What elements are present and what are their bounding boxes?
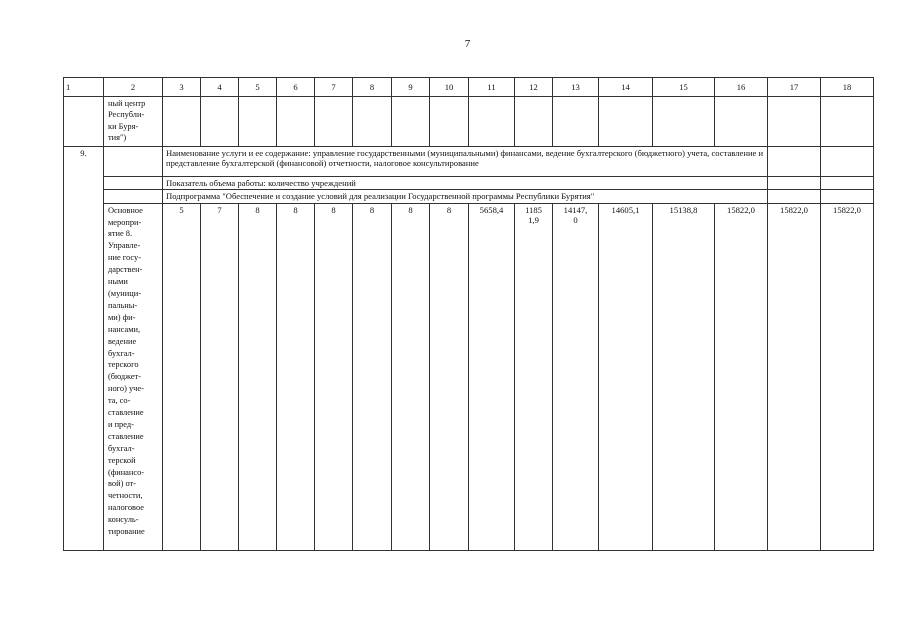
table-cell bbox=[104, 177, 163, 190]
table-cell bbox=[104, 190, 163, 203]
text-line: бухгал- bbox=[108, 443, 135, 453]
text-line: меропри- bbox=[108, 217, 142, 227]
indicator-table bbox=[63, 77, 874, 551]
header-cell: 3 bbox=[163, 78, 201, 97]
text-line: четности, bbox=[108, 491, 143, 501]
table-cell bbox=[430, 97, 469, 147]
table-cell bbox=[392, 97, 430, 147]
value-cell: 14147, 0 bbox=[553, 203, 599, 550]
continuation-row bbox=[64, 97, 874, 147]
value-cell: 8 bbox=[392, 203, 430, 550]
table-cell bbox=[768, 147, 821, 177]
value-cell: 8 bbox=[315, 203, 353, 550]
header-cell: 9 bbox=[392, 78, 430, 97]
table-cell bbox=[653, 97, 715, 147]
value-cell: 8 bbox=[277, 203, 315, 550]
text-line: ставление bbox=[108, 431, 144, 441]
value-cell: 8 bbox=[430, 203, 469, 550]
row-number: 9. bbox=[64, 147, 104, 551]
table-cell bbox=[553, 97, 599, 147]
text-line: (муници- bbox=[108, 288, 141, 298]
text-line: (финансо- bbox=[108, 467, 145, 477]
header-cell: 14 bbox=[599, 78, 653, 97]
text-line: вой) от- bbox=[108, 479, 136, 489]
header-cell: 2 bbox=[104, 78, 163, 97]
value-cell: 15138,8 bbox=[653, 203, 715, 550]
text-line: (бюджет- bbox=[108, 372, 141, 382]
header-cell: 8 bbox=[353, 78, 392, 97]
table-cell bbox=[768, 97, 821, 147]
text-line: ставление bbox=[108, 408, 144, 418]
text-line: дарствен- bbox=[108, 265, 143, 275]
service-name-cell: Наименование услуги и ее содержание: управление государственными (муниципальными) финансами, ведение бухгалтерского (бюджетного) учета, составление и представление бухгалтерской (финансовой) отчетности, налоговое консультирование bbox=[163, 147, 768, 177]
text-line: Основное bbox=[108, 205, 143, 215]
table-cell bbox=[821, 190, 874, 203]
text-line: ный центр bbox=[108, 99, 146, 108]
table-cell bbox=[104, 147, 163, 177]
header-cell: 10 bbox=[430, 78, 469, 97]
table-cell bbox=[277, 97, 315, 147]
table-cell bbox=[353, 97, 392, 147]
text-line: пальны- bbox=[108, 300, 138, 310]
text-line: тирование bbox=[108, 527, 145, 537]
text-line: ки Буря- bbox=[108, 121, 139, 131]
table-cell bbox=[469, 97, 515, 147]
text-line: терской bbox=[108, 455, 136, 465]
header-cell: 6 bbox=[277, 78, 315, 97]
volume-indicator-cell: Показатель объема работы: количество учреждений bbox=[163, 177, 768, 190]
text-line: ного) уче- bbox=[108, 384, 144, 394]
table-cell bbox=[715, 97, 768, 147]
table-cell bbox=[821, 97, 874, 147]
page-number: 7 bbox=[464, 38, 471, 50]
header-cell: 15 bbox=[653, 78, 715, 97]
service-row bbox=[64, 147, 874, 177]
text-line: ятие 8. bbox=[108, 229, 133, 239]
volume-row bbox=[64, 177, 874, 190]
table-cell bbox=[315, 97, 353, 147]
header-cell: 4 bbox=[201, 78, 239, 97]
header-row bbox=[64, 78, 874, 97]
table-cell bbox=[201, 97, 239, 147]
value-cell: 8 bbox=[239, 203, 277, 550]
text-line: ведение bbox=[108, 336, 137, 346]
header-cell: 16 bbox=[715, 78, 768, 97]
table-cell bbox=[599, 97, 653, 147]
value-cell: 15822,0 bbox=[821, 203, 874, 550]
table-cell bbox=[821, 177, 874, 190]
table-cell bbox=[821, 147, 874, 177]
text-line: и пред- bbox=[108, 419, 134, 429]
table-cell bbox=[768, 177, 821, 190]
text-line: консуль- bbox=[108, 515, 139, 525]
continuation-cell bbox=[104, 97, 163, 147]
activity-description-cell bbox=[104, 203, 163, 550]
text-line: ми) фи- bbox=[108, 312, 136, 322]
text-line: тия") bbox=[108, 132, 127, 142]
header-cell: 5 bbox=[239, 78, 277, 97]
value-cell: 1185 1,9 bbox=[515, 203, 553, 550]
text-line: Управле- bbox=[108, 241, 141, 251]
subprogram-cell: Подпрограмма "Обеспечение и создание условий для реализации Государственной программы Республики Бурятия" bbox=[163, 190, 768, 203]
value-cell: 15822,0 bbox=[768, 203, 821, 550]
header-cell: 18 bbox=[821, 78, 874, 97]
text-line: терского bbox=[108, 360, 139, 370]
table-cell bbox=[239, 97, 277, 147]
text-line: Республи- bbox=[108, 110, 145, 120]
text-line: бухгал- bbox=[108, 348, 135, 358]
text-line: та, со- bbox=[108, 396, 131, 406]
header-cell: 13 bbox=[553, 78, 599, 97]
table-cell bbox=[768, 190, 821, 203]
text-line: налоговое bbox=[108, 503, 144, 513]
header-cell: 1 bbox=[64, 78, 104, 97]
header-cell: 17 bbox=[768, 78, 821, 97]
header-cell: 7 bbox=[315, 78, 353, 97]
value-cell: 15822,0 bbox=[715, 203, 768, 550]
table-cell bbox=[64, 97, 104, 147]
table-cell bbox=[515, 97, 553, 147]
text-line: ными bbox=[108, 277, 128, 287]
table-cell bbox=[163, 97, 201, 147]
value-cell: 5 bbox=[163, 203, 201, 550]
activity-row bbox=[64, 203, 874, 550]
value-cell: 8 bbox=[353, 203, 392, 550]
text-line: ние госу- bbox=[108, 253, 141, 263]
value-cell: 7 bbox=[201, 203, 239, 550]
text-line: нансами, bbox=[108, 324, 141, 334]
subprogram-row bbox=[64, 190, 874, 203]
header-cell: 11 bbox=[469, 78, 515, 97]
header-cell: 12 bbox=[515, 78, 553, 97]
value-cell: 5658,4 bbox=[469, 203, 515, 550]
value-cell: 14605,1 bbox=[599, 203, 653, 550]
